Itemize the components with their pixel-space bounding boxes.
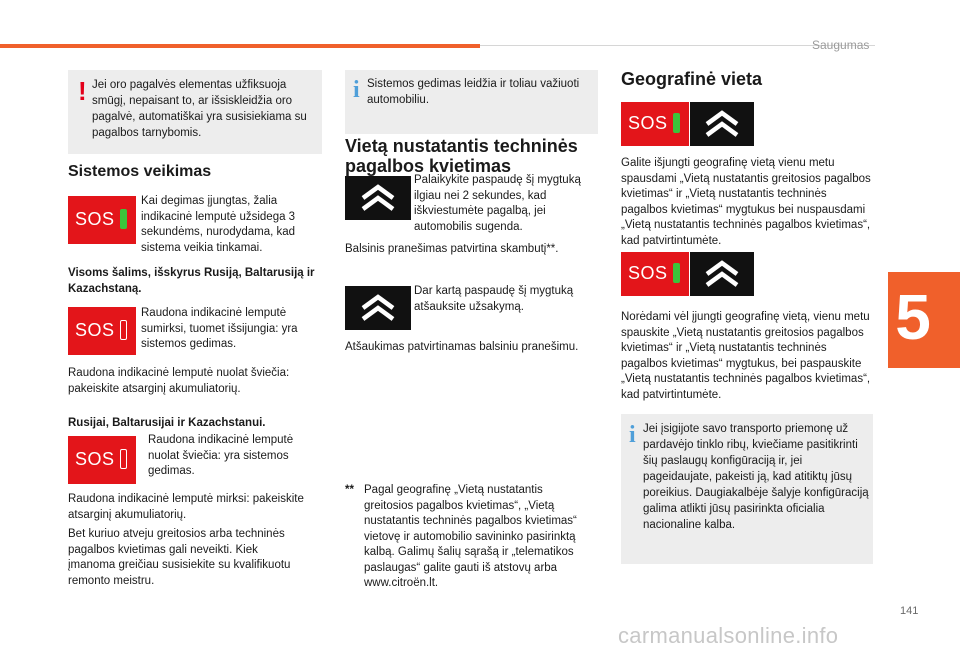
sos-label: SOS [75, 209, 115, 229]
disable-geolocation-text: Galite išjungti geografinę vietą vienu metu spausdami „Vietą nustatantis greitosios pagalbos kvietimas“ ir „Vietą nustatantis techninės pagalbos kvietimas“ mygtukus bei nuspausdami „Vietą nustatantis techninės pagalbos kvietimas“, kad patvirtintumėte. [621, 157, 871, 247]
cancel-confirm-text: Atšaukimas patvirtinamas balsiniu pranešimu. [345, 341, 579, 353]
sos-label: SOS [628, 263, 668, 283]
section-title: Saugumas [812, 38, 870, 52]
countries-heading: Visoms šalims, išskyrus Rusiją, Baltarusiją ir Kazachstaną. [68, 267, 315, 295]
info-note-system [345, 70, 598, 134]
enable-geolocation-text: Norėdami vėl įjungti geografinę vietą, vienu metu spauskite „Vietą nustatantis greitosios pagalbos kvietimas“ ir „Vietą nustatantis techninės pagalbos kvietimas“ mygtukus, bei paspauskite „Vietą nustatantis techninės pagalbos kvietimas“, kad patvirtintumėte. [621, 311, 871, 401]
assistance-button-icon [345, 176, 411, 220]
green-indicator-text: Kai degimas įjungtas, žalia indikacinė lemputė užsidega 3 sekundėms, nurodydama, kad sistema veikia tinkamai. [141, 195, 296, 254]
double-chevron-icon [345, 176, 411, 220]
double-chevron-icon [345, 286, 411, 330]
assistance-button-icon-geo-2 [690, 252, 754, 296]
sos-green-icon-geo [621, 102, 689, 146]
russia-blink-text: Raudona indikacinė lemputė mirksi: pakeiskite atsarginį akumuliatorių. [68, 493, 304, 521]
warning-note [68, 70, 322, 154]
press-button-text: Palaikykite paspaudę šį mygtuką ilgiau nei 2 sekundes, kad iškviestumėte pagalbą, jei automobilis sugenda. [414, 174, 581, 233]
section-heading-system: Sistemos veikimas [68, 163, 212, 180]
russia-heading: Rusijai, Baltarusijai ir Kazachstanui. [68, 417, 266, 429]
warning-note-text: Jei oro pagalvės elementas užfiksuoja smūgį, nepaisant to, ar išsiskleidžia oro pagalvė, automatiškai yra susisiekiama su pagalbos tarnybomis. [92, 79, 307, 139]
watermark: carmanualsonline.info [618, 623, 839, 648]
sos-red-icon [68, 307, 136, 355]
chapter-number: 5 [895, 281, 931, 353]
info-note-text: Sistemos gedimas leidžia ir toliau važiuoti automobiliu. [367, 78, 580, 106]
russia-red-text: Raudona indikacinė lemputė nuolat šviečia: yra sistemos gedimas. [148, 434, 294, 477]
sos-label: SOS [628, 113, 668, 133]
footnote-text: Pagal geografinę „Vietą nustatantis greitosios pagalbos kvietimas“, „Vietą nustatantis techninės pagalbos kvietimas“ vietovę ir automobilio savininko pasirinktą kalbą. Galimų šalių sąrašą ir „telematikos paslaugas“ galite gauti iš atstovų arba www.citroën.lt. [364, 484, 577, 589]
header-accent-bar [0, 44, 480, 48]
final-warning-text: Bet kuriuo atveju greitosios arba techninės pagalbos kvietimas gali neveikti. Kiek įmanoma greičiau susisiekite su kvalifikuotu remonto meistru. [68, 528, 291, 587]
info-note-configuration [621, 414, 873, 564]
double-chevron-icon [690, 102, 754, 146]
green-indicator-icon [120, 209, 127, 229]
sos-green-icon [68, 196, 136, 244]
section-heading-assistance: Vietą nustatantis techninės pagalbos kvietimas [345, 136, 578, 176]
page-number: 141 [900, 605, 919, 617]
info-icon: i [629, 422, 636, 448]
assistance-button-icon-geo [690, 102, 754, 146]
red-blink-text: Raudona indikacinė lemputė sumirksi, tuomet išsijungia: yra sistemos gedimas. [141, 307, 298, 350]
press-again-text: Dar kartą paspaudę šį mygtuką atšauksite užsakymą. [414, 285, 574, 313]
sos-green-icon-geo-2 [621, 252, 689, 296]
footnote-mark: ** [345, 484, 354, 496]
warning-icon: ! [78, 76, 87, 106]
green-indicator-icon [673, 113, 680, 133]
assistance-button-icon-2 [345, 286, 411, 330]
sos-label: SOS [75, 449, 115, 469]
voice-confirm-text: Balsinis pranešimas patvirtina skambutį**. [345, 243, 559, 255]
section-heading-geolocation: Geografinė vieta [621, 69, 763, 89]
info-icon: i [353, 77, 360, 103]
sos-label: SOS [75, 320, 115, 340]
red-indicator-icon [120, 449, 127, 469]
red-indicator-icon [120, 320, 127, 340]
sos-red-icon-2 [68, 436, 136, 484]
green-indicator-icon [673, 263, 680, 283]
info-note-text: Jei įsigijote savo transporto priemonę už pardavėjo tinklo ribų, kviečiame pasitikrinti šių paslaugų konfigūraciją ir, jei pageidaujate, pakeisti ją, kad atitiktų jūsų poreikius. Daugiakalbėje šalyje konfigūraciją galima atlikti jūsų pasirinkta oficialia nacionaline kalba. [643, 423, 869, 531]
red-steady-text: Raudona indikacinė lemputė nuolat šviečia: pakeiskite atsarginį akumuliatorių. [68, 367, 290, 395]
double-chevron-icon [690, 252, 754, 296]
